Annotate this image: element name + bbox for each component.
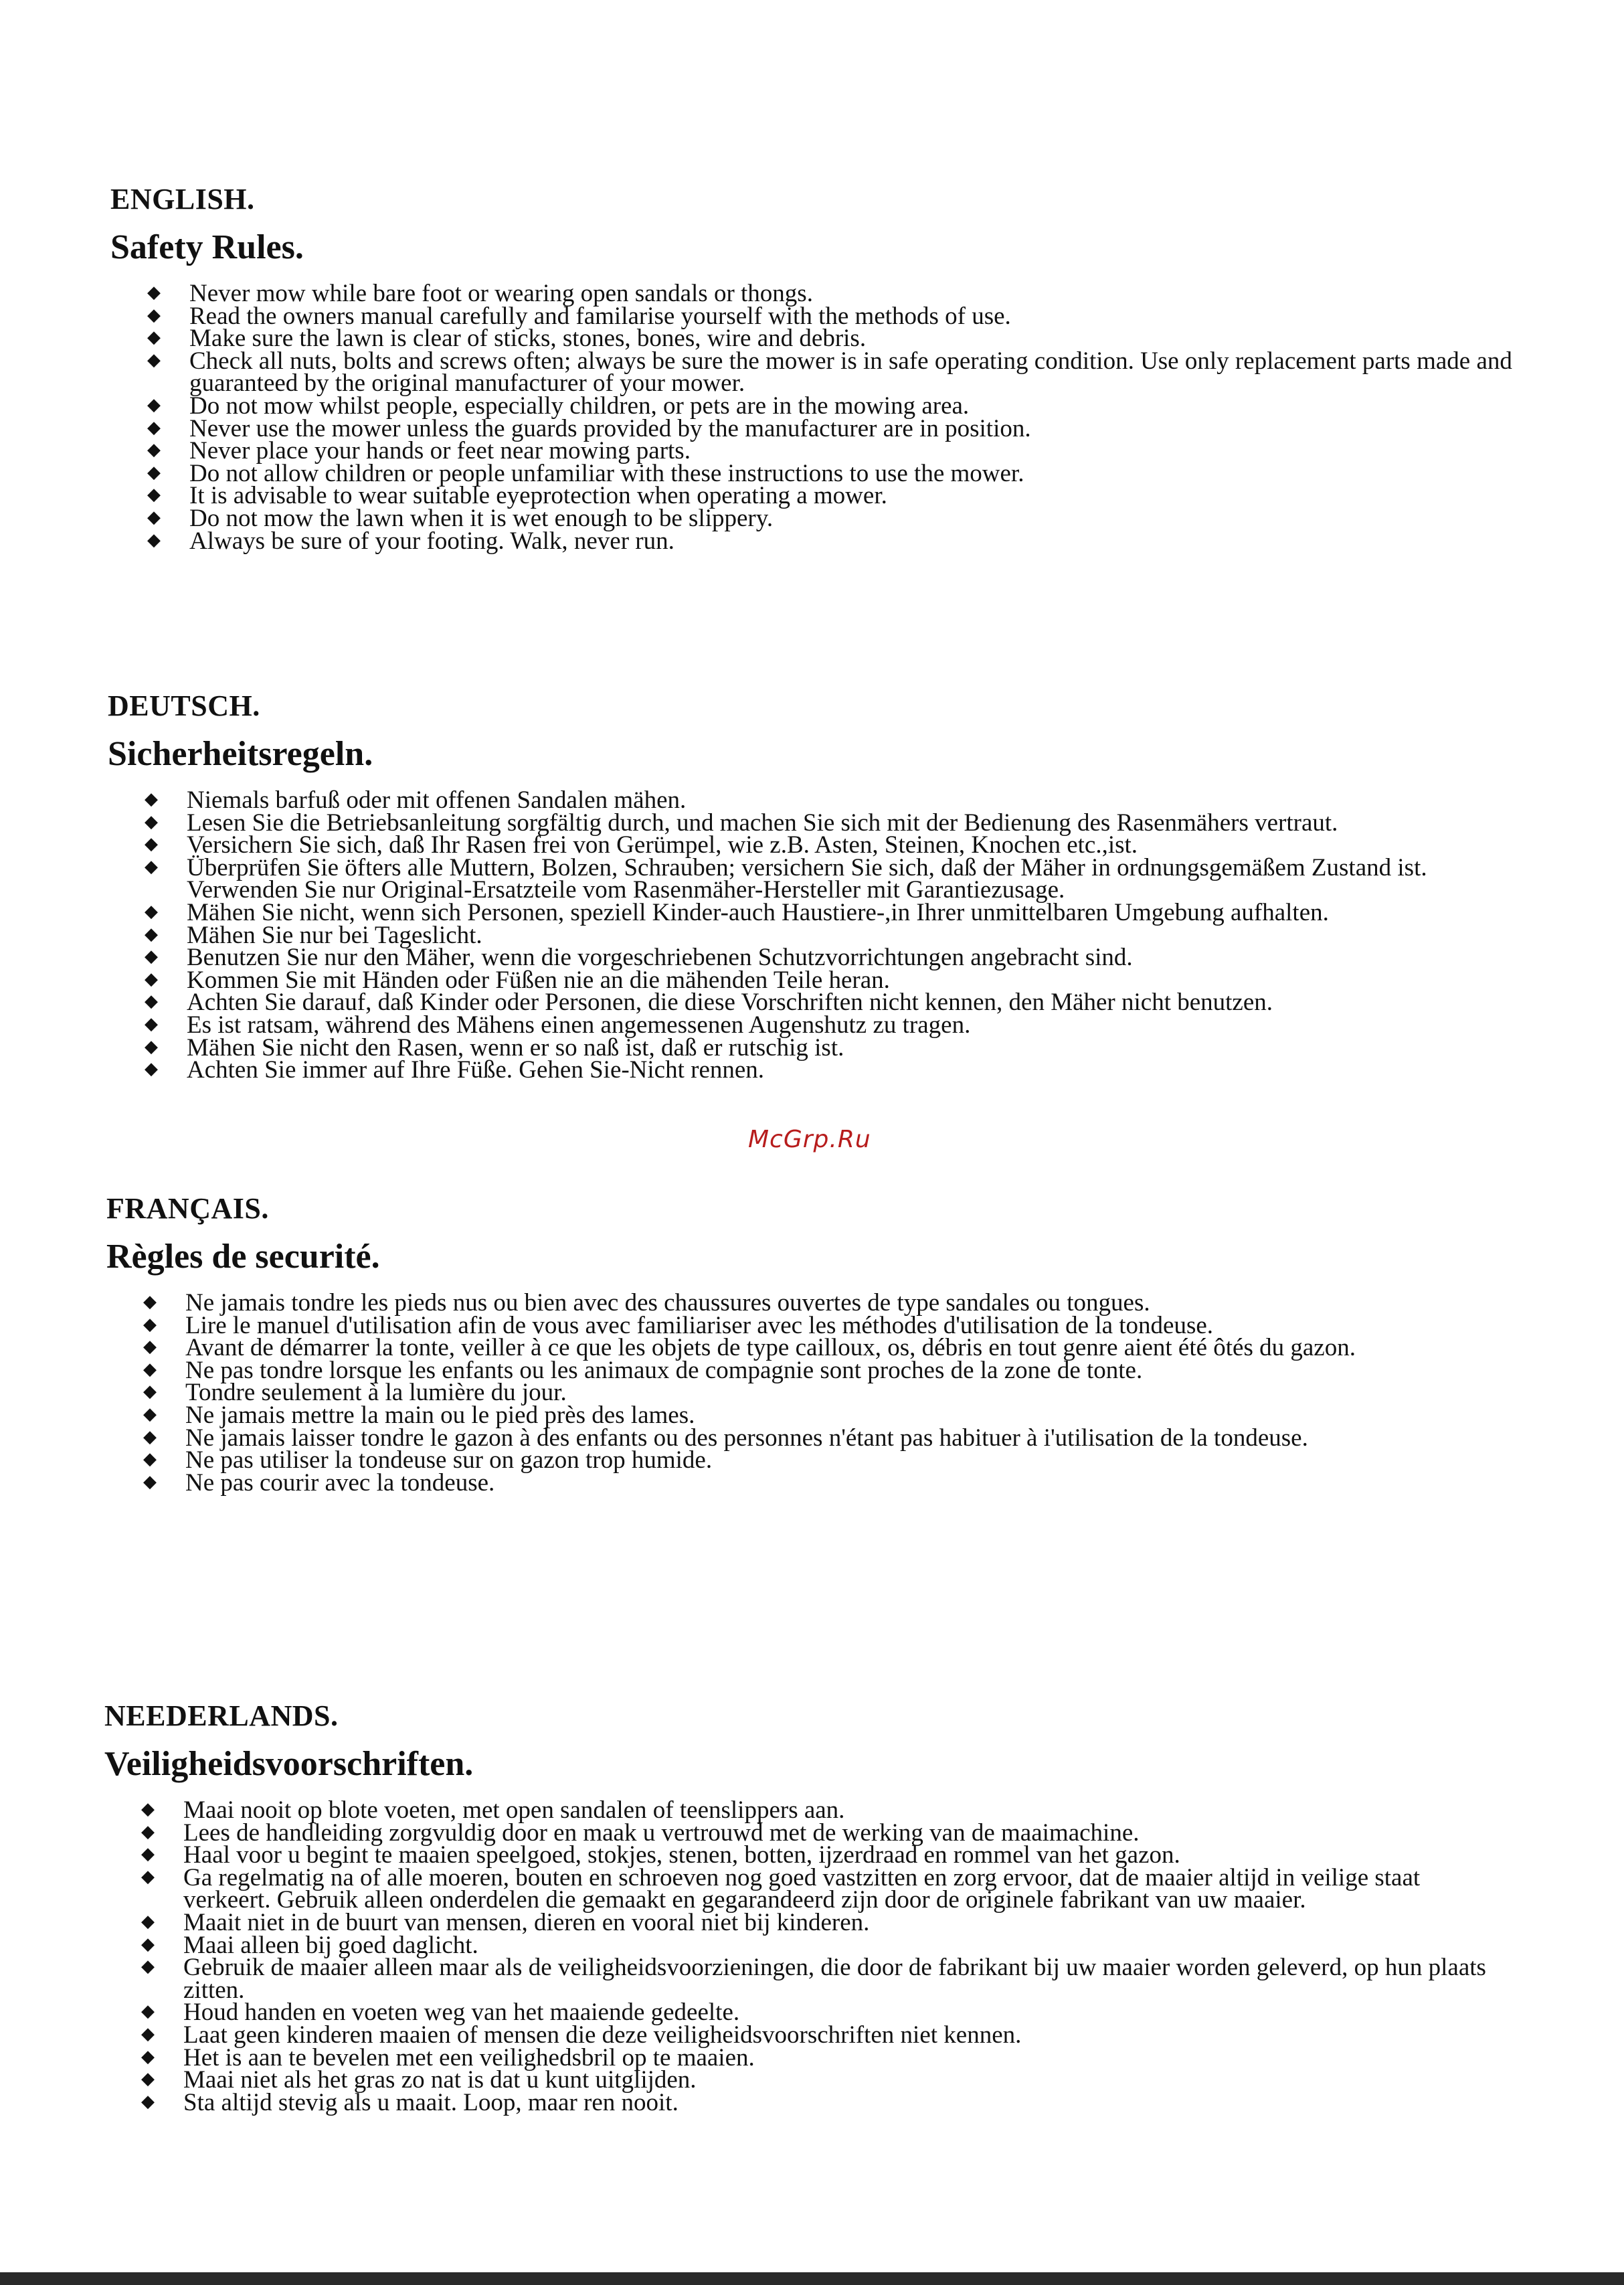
rule-text: Gebruik de maaier alleen maar als de veiligheidsvoorzieningen, die door de fabrikant bij uw maaier worden geleverd, op hun plaats zitten. bbox=[183, 1954, 1486, 2004]
rule-text: Maait niet in de buurt van mensen, dieren en vooral niet bij kinderen. bbox=[183, 1908, 870, 1936]
language-heading: NEEDERLANDS. bbox=[104, 1699, 339, 1732]
bullet-diamond-icon: ◆ bbox=[145, 1059, 158, 1079]
rule-text: Het is aan te bevelen met een veilighedsbril op te maaien. bbox=[183, 2043, 755, 2071]
language-heading: DEUTSCH. bbox=[108, 689, 260, 722]
bullet-diamond-icon: ◆ bbox=[141, 1956, 155, 1976]
rule-text: Check all nuts, bolts and screws often; always be sure the mower is in safe operating condition. Use only replacement parts made and guaranteed by the original manufacturer of your mower. bbox=[189, 347, 1512, 398]
rules-list bbox=[108, 786, 1513, 1084]
rule-text: It is advisable to wear suitable eyeprotection when operating a mower. bbox=[189, 482, 887, 510]
bullet-diamond-icon: ◆ bbox=[141, 1821, 155, 1841]
rule-text: Achten Sie immer auf Ihre Füße. Gehen Sie-Nicht rennen. bbox=[187, 1056, 765, 1084]
rule-item bbox=[110, 347, 1516, 398]
bullet-diamond-icon: ◆ bbox=[141, 1844, 155, 1864]
bullet-diamond-icon: ◆ bbox=[145, 991, 158, 1011]
bullet-diamond-icon: ◆ bbox=[145, 1036, 158, 1056]
rule-text: Benutzen Sie nur den Mäher, wenn die vorgeschriebenen Schutzvorrichtungen angebracht sind. bbox=[187, 944, 1133, 972]
rule-item bbox=[106, 1289, 1512, 1317]
rule-text: Ne pas courir avec la tondeuse. bbox=[185, 1468, 495, 1497]
rule-item bbox=[104, 2066, 1510, 2094]
bullet-diamond-icon: ◆ bbox=[147, 529, 161, 549]
bullet-diamond-icon: ◆ bbox=[145, 924, 158, 944]
bullet-diamond-icon: ◆ bbox=[145, 1013, 158, 1033]
rule-item bbox=[110, 302, 1516, 330]
bullet-diamond-icon: ◆ bbox=[141, 1866, 155, 1886]
rule-text: Never use the mower unless the guards provided by the manufacturer are in position. bbox=[189, 414, 1031, 442]
rule-text: Haal voor u begint te maaien speelgoed, stokjes, stenen, botten, ijzerdraad en rommel van het gazon. bbox=[183, 1841, 1180, 1869]
bullet-diamond-icon: ◆ bbox=[145, 968, 158, 989]
rule-text: Maai niet als het gras zo nat is dat u kunt uitglijden. bbox=[183, 2066, 697, 2094]
rule-item bbox=[104, 1841, 1510, 1869]
rule-text: Tondre seulement à la lumière du jour. bbox=[185, 1379, 567, 1407]
bullet-diamond-icon: ◆ bbox=[147, 394, 161, 414]
bullet-diamond-icon: ◆ bbox=[145, 811, 158, 831]
bullet-diamond-icon: ◆ bbox=[147, 282, 161, 302]
rule-item bbox=[108, 989, 1513, 1017]
bullet-diamond-icon: ◆ bbox=[141, 2023, 155, 2043]
rule-text: Überprüfen Sie öfters alle Muttern, Bolzen, Schrauben; versichern Sie sich, daß der Mäher in ordnungsgemäßem Zustand ist. Verwenden Sie nur Original-Ersatzteile vom Rasenmäher-Hersteller mit Garantiezusage. bbox=[187, 853, 1427, 904]
rule-item bbox=[110, 527, 1516, 555]
bullet-diamond-icon: ◆ bbox=[147, 305, 161, 325]
rule-item bbox=[104, 2043, 1510, 2071]
rule-text: Mähen Sie nicht, wenn sich Personen, speziell Kinder-auch Haustiere-,in Ihrer unmittelbaren Umgebung aufhalten. bbox=[187, 898, 1329, 926]
bullet-diamond-icon: ◆ bbox=[141, 2069, 155, 2089]
section-title: Règles de securité. bbox=[106, 1238, 380, 1276]
bullet-diamond-icon: ◆ bbox=[143, 1404, 157, 1424]
rule-text: Sta altijd stevig als u maait. Loop, maar ren nooit. bbox=[183, 2088, 679, 2116]
rule-item bbox=[104, 1908, 1510, 1936]
bullet-diamond-icon: ◆ bbox=[143, 1337, 157, 1357]
bullet-diamond-icon: ◆ bbox=[143, 1314, 157, 1334]
rule-text: Lesen Sie die Betriebsanleitung sorgfältig durch, und machen Sie sich mit der Bedienung des Rasenmähers vertraut. bbox=[187, 809, 1338, 837]
section-nederlands bbox=[104, 1699, 1510, 2114]
rule-item bbox=[106, 1356, 1512, 1384]
rules-list bbox=[106, 1289, 1512, 1497]
bullet-diamond-icon: ◆ bbox=[147, 349, 161, 369]
rule-item bbox=[108, 809, 1513, 837]
section-english bbox=[110, 182, 1516, 555]
bullet-diamond-icon: ◆ bbox=[141, 1799, 155, 1818]
rule-text: Ne pas tondre lorsque les enfants ou les animaux de compagnie sont proches de la zone de tonte. bbox=[185, 1356, 1143, 1384]
bullet-diamond-icon: ◆ bbox=[145, 789, 158, 809]
bullet-diamond-icon: ◆ bbox=[147, 327, 161, 347]
rule-item bbox=[108, 853, 1513, 904]
rule-item bbox=[110, 437, 1516, 465]
rule-item bbox=[104, 1818, 1510, 1847]
section-francais bbox=[106, 1191, 1512, 1497]
rule-text: Mähen Sie nur bei Tageslicht. bbox=[187, 921, 482, 949]
rule-text: Never mow while bare foot or wearing open sandals or thongs. bbox=[189, 280, 813, 307]
rule-text: Maai nooit op blote voeten, met open sandalen of teenslippers aan. bbox=[183, 1796, 845, 1824]
rule-text: Do not mow the lawn when it is wet enough to be slippery. bbox=[189, 504, 774, 532]
rule-item bbox=[108, 1033, 1513, 1062]
rule-item bbox=[108, 1011, 1513, 1039]
rule-item bbox=[106, 1468, 1512, 1497]
rule-item bbox=[106, 1334, 1512, 1362]
rule-text: Avant de démarrer la tonte, veiller à ce que les objets de type cailloux, os, débris en tout genre aient été ôtés du gazon. bbox=[185, 1334, 1356, 1362]
rule-item bbox=[106, 1424, 1512, 1452]
rule-text: Read the owners manual carefully and familarise yourself with the methods of use. bbox=[189, 302, 1011, 330]
rule-item bbox=[110, 282, 1516, 305]
language-heading: FRANÇAIS. bbox=[106, 1192, 269, 1225]
rule-text: Achten Sie darauf, daß Kinder oder Personen, die diese Vorschriften nicht kennen, den Mäher nicht benutzen. bbox=[187, 989, 1273, 1017]
rule-item bbox=[108, 966, 1513, 994]
bullet-diamond-icon: ◆ bbox=[141, 2091, 155, 2111]
rule-text: Maai alleen bij goed daglicht. bbox=[183, 1931, 478, 1959]
rule-item bbox=[110, 392, 1516, 420]
rule-text: Versichern Sie sich, daß Ihr Rasen frei von Gerümpel, wie z.B. Asten, Steinen, Knochen etc.,ist. bbox=[187, 831, 1138, 859]
section-title: Sicherheitsregeln. bbox=[108, 735, 373, 773]
bullet-diamond-icon: ◆ bbox=[143, 1471, 157, 1491]
bullet-diamond-icon: ◆ bbox=[141, 1911, 155, 1931]
rule-text: Mähen Sie nicht den Rasen, wenn er so naß ist, daß er rutschig ist. bbox=[187, 1033, 844, 1062]
rule-item bbox=[104, 2021, 1510, 2049]
bullet-diamond-icon: ◆ bbox=[143, 1449, 157, 1469]
rules-list bbox=[110, 280, 1516, 555]
rule-text: Ne pas utiliser la tondeuse sur on gazon trop humide. bbox=[185, 1446, 713, 1474]
bullet-diamond-icon: ◆ bbox=[143, 1381, 157, 1402]
rule-text: Do not mow whilst people, especially children, or pets are in the mowing area. bbox=[189, 392, 970, 420]
bullet-diamond-icon: ◆ bbox=[143, 1359, 157, 1379]
bullet-diamond-icon: ◆ bbox=[145, 901, 158, 921]
rule-text: Es ist ratsam, während des Mähens einen angemessenen Augenshutz zu tragen. bbox=[187, 1011, 971, 1039]
bullet-diamond-icon: ◆ bbox=[143, 1292, 157, 1311]
rule-text: Kommen Sie mit Händen oder Füßen nie an die mähenden Teile heran. bbox=[187, 966, 890, 994]
rule-text: Do not allow children or people unfamiliar with these instructions to use the mower. bbox=[189, 459, 1024, 487]
rule-item bbox=[110, 459, 1516, 487]
rule-item bbox=[106, 1311, 1512, 1339]
rules-list bbox=[104, 1796, 1510, 2116]
rule-text: Ne jamais mettre la main ou le pied près des lames. bbox=[185, 1401, 695, 1429]
rule-text: Lees de handleiding zorgvuldig door en maak u vertrouwd met de werking van de maaimachine. bbox=[183, 1818, 1140, 1847]
rule-item bbox=[110, 414, 1516, 442]
language-heading: ENGLISH. bbox=[110, 183, 255, 216]
bullet-diamond-icon: ◆ bbox=[147, 485, 161, 505]
rule-item bbox=[110, 504, 1516, 532]
rule-item bbox=[108, 1056, 1513, 1084]
rule-item bbox=[110, 325, 1516, 353]
bullet-diamond-icon: ◆ bbox=[147, 507, 161, 527]
section-title: Safety Rules. bbox=[110, 228, 304, 266]
rule-item bbox=[106, 1446, 1512, 1474]
rule-item bbox=[106, 1401, 1512, 1429]
rule-text: Ne jamais laisser tondre le gazon à des enfants ou des personnes n'étant pas habituer à i'utilisation de la tondeuse. bbox=[185, 1424, 1308, 1452]
bullet-diamond-icon: ◆ bbox=[147, 440, 161, 460]
rule-text: Niemals barfuß oder mit offenen Sandalen mähen. bbox=[187, 786, 687, 814]
rule-text: Make sure the lawn is clear of sticks, stones, bones, wire and debris. bbox=[189, 325, 867, 353]
bullet-diamond-icon: ◆ bbox=[141, 2046, 155, 2066]
rule-item bbox=[104, 1931, 1510, 1959]
bullet-diamond-icon: ◆ bbox=[145, 946, 158, 966]
bullet-diamond-icon: ◆ bbox=[145, 834, 158, 854]
rule-item bbox=[108, 831, 1513, 859]
bullet-diamond-icon: ◆ bbox=[145, 856, 158, 876]
section-deutsch bbox=[108, 689, 1513, 1082]
section-title: Veiligheidsvoorschriften. bbox=[104, 1745, 474, 1783]
rule-item bbox=[108, 898, 1513, 926]
watermark: McGrp.Ru bbox=[748, 1126, 871, 1153]
rule-item bbox=[104, 1796, 1510, 1824]
bullet-diamond-icon: ◆ bbox=[141, 1934, 155, 1954]
rule-item bbox=[104, 2088, 1510, 2116]
rule-text: Houd handen en voeten weg van het maaiende gedeelte. bbox=[183, 1999, 740, 2027]
page-bottom-edge bbox=[0, 2272, 1624, 2285]
bullet-diamond-icon: ◆ bbox=[143, 1426, 157, 1446]
rule-text: Laat geen kinderen maaien of mensen die deze veiligheidsvoorschriften niet kennen. bbox=[183, 2021, 1022, 2049]
rule-item bbox=[108, 944, 1513, 972]
rule-item bbox=[110, 482, 1516, 510]
bullet-diamond-icon: ◆ bbox=[141, 2001, 155, 2021]
bullet-diamond-icon: ◆ bbox=[147, 462, 161, 482]
rule-text: Ga regelmatig na of alle moeren, bouten en schroeven nog goed vastzitten en zorg ervoor, dat de maaier altijd in veilige staat verkeert. Gebruik alleen onderdelen die gemaakt en gegarandeerd zijn door de originele fabrikant van uw maaier. bbox=[183, 1863, 1421, 1914]
rule-item bbox=[108, 786, 1513, 814]
rule-item bbox=[104, 1999, 1510, 2027]
rule-text: Always be sure of your footing. Walk, never run. bbox=[189, 527, 674, 555]
rule-item bbox=[104, 1863, 1510, 1914]
rule-text: Ne jamais tondre les pieds nus ou bien avec des chaussures ouvertes de type sandales ou tongues. bbox=[185, 1289, 1150, 1317]
rule-item bbox=[106, 1379, 1512, 1407]
rule-text: Never place your hands or feet near mowing parts. bbox=[189, 437, 691, 465]
rule-item bbox=[108, 921, 1513, 949]
rule-item bbox=[104, 1954, 1510, 2004]
bullet-diamond-icon: ◆ bbox=[147, 417, 161, 437]
rule-text: Lire le manuel d'utilisation afin de vous avec familiariser avec les méthodes d'utilisation de la tondeuse. bbox=[185, 1311, 1214, 1339]
